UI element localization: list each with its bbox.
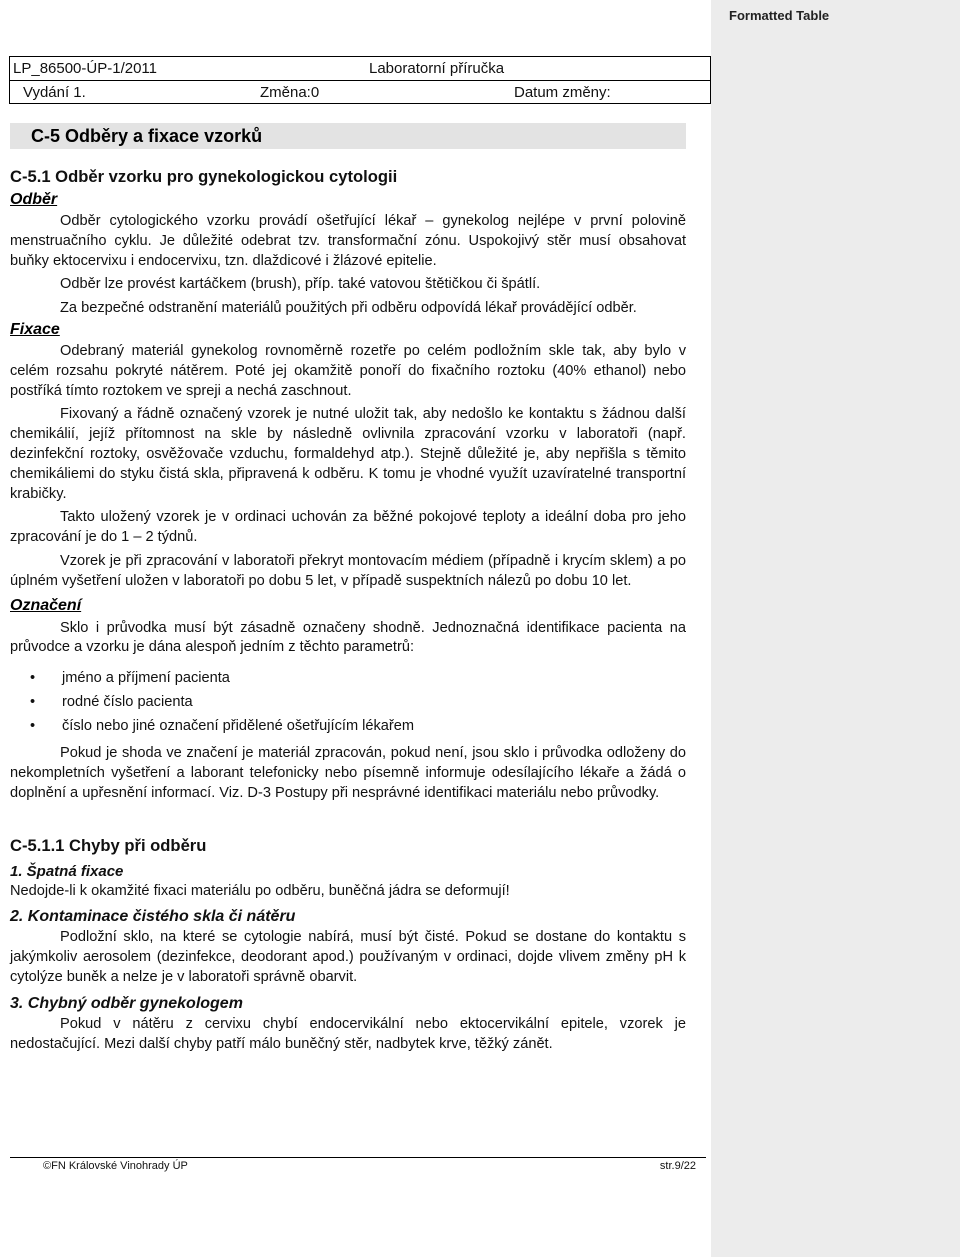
odber-heading: Odběr xyxy=(10,191,58,208)
error-2-text: Podložní sklo, na které se cytologie nabírá, musí být čisté. Pokud se dostane do kontaktu s jakýmkoliv aerosolem (dezinfekce, deodorant apod.) používaným v ordinaci, dojde vlivem změny pH k cytolýze buněk a nelze je v laboratoři správně obarvit. xyxy=(10,929,686,985)
odber-paragraph-2: Odběr lze provést kartáčkem (brush), příp. také vatovou štětičkou či špátlí. xyxy=(60,276,541,293)
header-row-1 xyxy=(10,57,710,80)
error-2-title: 2. Kontaminace čistého skla či nátěru xyxy=(10,908,296,926)
document-header xyxy=(9,56,711,104)
fixace-paragraph-1: Odebraný materiál gynekolog rovnoměrně rozetře po celém podložním skle tak, aby bylo v celém rozsahu pokryté nátěrem. Poté jej okamžitě ponoří do fixačního roztoku (40% ethanol) nebo postříká tímto roztokem ve spreji a nechá zaschnout. xyxy=(10,342,686,399)
sidebar-title: Formatted Table xyxy=(729,8,830,23)
odber-paragraph-1: Odběr cytologického vzorku provádí ošetřující lékař – gynekolog nejlépe v první polovině menstruačního cyklu. Je důležité odebrat tzv. transformační zónu. Uspokojivý stěr musí obsahovat buňky ektocervixu i endocervixu, tzn. dlaždicové i žlázové epitelie. xyxy=(10,213,686,269)
error-3-text: Pokud v nátěru z cervixu chybí endocervikální nebo ektocervikální epitele, vzorek je nedostačující. Mezi další chyby patří málo buněčný stěr, nadbytek krve, těžký zánět. xyxy=(10,1015,686,1052)
footer-copyright: ©FN Královské Vinohrady ÚP xyxy=(43,1160,188,1172)
fixace-paragraph-4: Vzorek je při zpracování v laboratoři překryt montovacím médiem (případně i krycím sklem) a po úplném vyšetření uložen v laboratoři po dobu 5 let, v případě suspektních nálezů po dobu 10 let. xyxy=(10,552,686,589)
page-footer xyxy=(10,1157,706,1173)
page-number: str.9/22 xyxy=(659,1160,696,1172)
change-label: Změna:0 xyxy=(260,83,320,101)
errors-section-title: C-5.1.1 Chyby při odběru xyxy=(10,835,207,855)
subsection-title: C-5.1 Odběr vzorku pro gynekologickou cytologii xyxy=(10,167,398,186)
bullet-icon: • xyxy=(30,694,36,711)
header-row-2 xyxy=(10,80,710,103)
fixace-paragraph-2: Fixovaný a řádně označený vzorek je nutné uložit tak, aby nedošlo ke kontaktu s žádnou další chemikálií, jejíž přítomnost na skle by následně ovlivnila zpracování vzorku v laboratoři (např. dezinfekční roztoky, osvěžovače vzduchu, formaldehyd atp.). Stejně důležité je, aby nepřišla s těmito chemikáliemi do styku čistá skla, připravená k odběru. K tomu je vhodné využít uzavíratelné transportní krabičky. xyxy=(10,406,686,502)
error-3-title: 3. Chybný odběr gynekologem xyxy=(10,994,243,1012)
fixace-paragraph-3: Takto uložený vzorek je v ordinaci uchován za běžné pokojové teploty a ideální doba pro jeho zpracování je do 1 – 2 týdnů. xyxy=(10,509,686,546)
oznaceni-heading: Označení xyxy=(10,596,82,614)
fixace-heading: Fixace xyxy=(10,320,60,338)
bullet-icon: • xyxy=(30,670,36,687)
list-item: • číslo nebo jiné označení přidělené ošetřujícím lékařem xyxy=(10,714,686,738)
section-title: C-5 Odběry a fixace vzorků xyxy=(10,123,686,149)
identification-list xyxy=(10,666,686,738)
doc-id: LP_86500-ÚP-1/2011 xyxy=(13,60,157,77)
oznaceni-paragraph-2: Pokud je shoda ve značení je materiál zpracován, pokud není, jsou sklo i průvodka odloženy do nekompletních vyšetření a laborant telefonicky nebo písemně informuje odesílajícího lékaře a žádá o doplnění a upřesnění informací. Viz. D-3 Postupy při nesprávné identifikaci materiálu nebo průvodky. xyxy=(10,745,686,801)
error-1-text: Nedojde-li k okamžité fixaci materiálu po odběru, buněčná jádra se deformují! xyxy=(10,882,510,899)
list-item: • rodné číslo pacienta xyxy=(10,690,686,714)
doc-title: Laboratorní příručka xyxy=(369,60,505,77)
list-item: • jméno a příjmení pacienta xyxy=(10,666,686,690)
document-body xyxy=(10,123,686,1054)
odber-paragraph-3: Za bezpečné odstranění materiálů použitých při odběru odpovídá lékař provádějící odběr. xyxy=(60,300,637,317)
bullet-icon: • xyxy=(30,718,36,735)
change-date-label: Datum změny: xyxy=(514,83,611,101)
error-1-title: 1. Špatná fixace xyxy=(10,862,124,880)
oznaceni-paragraph-1: Sklo i průvodka musí být zásadně označeny shodně. Jednoznačná identifikace pacienta na průvodce a vzorku je dána alespoň jedním z těchto parametrů: xyxy=(10,619,686,656)
issue-label: Vydání 1. xyxy=(23,83,86,101)
comment-sidebar xyxy=(711,0,960,1257)
